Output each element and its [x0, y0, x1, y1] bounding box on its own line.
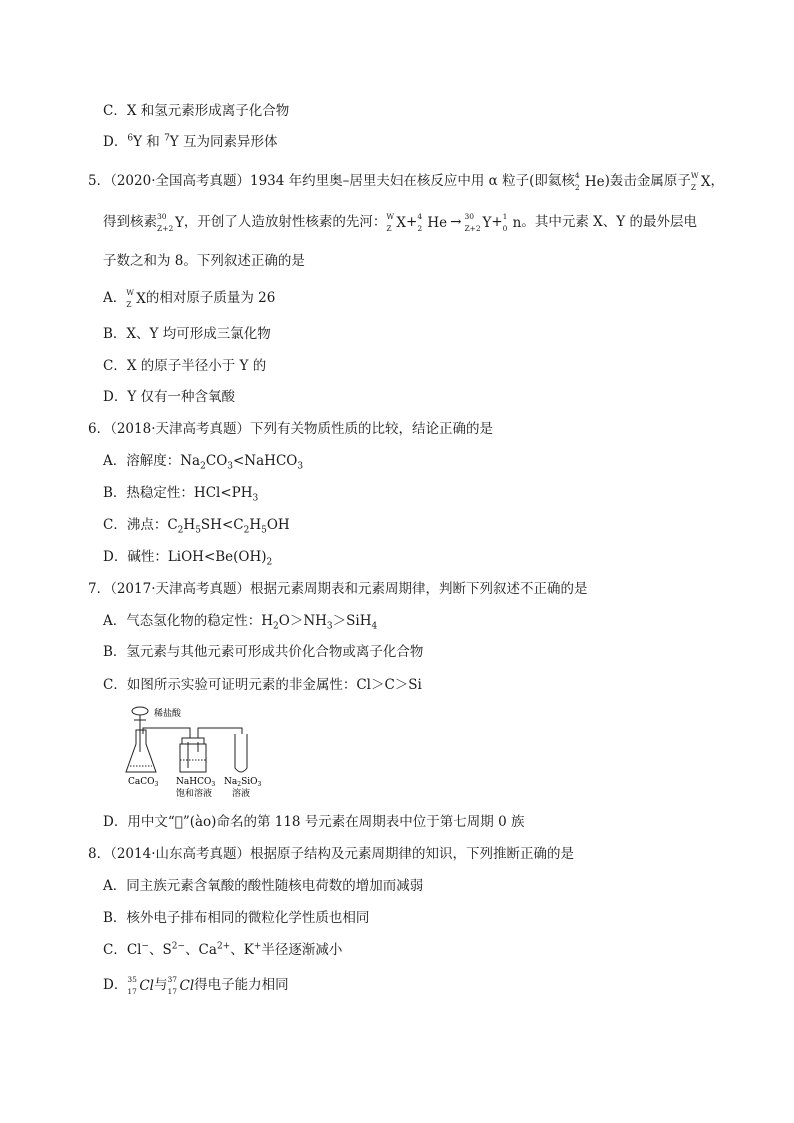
subscript: 2 [177, 525, 184, 536]
q4-option-d [103, 133, 278, 151]
reaction-arrow: → [450, 214, 462, 230]
element-symbol: X [396, 214, 407, 231]
atomic-number: Z+2 [157, 223, 174, 233]
atomic-number: Z+2 [464, 223, 481, 233]
option-text: A．溶解度：Na [103, 453, 201, 469]
q5-option-d: D．Y 仅有一种含氧酸 [103, 389, 236, 405]
atomic-number: Z [386, 223, 392, 233]
option-text: O＞NH [278, 613, 327, 629]
bottle-label: NaHCO$_3$ [176, 777, 216, 788]
charge: − [141, 941, 150, 952]
subscript: 3 [326, 621, 333, 632]
q5-stem-line-2 [103, 213, 697, 232]
option-text: Y 和 [133, 134, 165, 150]
element-symbol: n [512, 214, 522, 231]
chlorine-37-nuclide [167, 974, 195, 996]
stem-text: )轰击金属原子 [604, 173, 691, 189]
charge: 2+ [216, 941, 231, 952]
option-text: CO [205, 453, 228, 469]
atomic-number: 0 [502, 223, 508, 233]
q8-option-c [103, 941, 342, 959]
atomic-number: 2 [417, 223, 423, 233]
q5-stem-line-1 [88, 172, 724, 191]
q8-option-d [103, 976, 289, 995]
x-nuclide [126, 287, 146, 309]
test-tube [235, 734, 247, 772]
option-text: H [249, 517, 262, 533]
q8-option-a: A．同主族元素含氧酸的酸性随核电荷数的增加而减弱 [103, 878, 424, 894]
neutron [502, 211, 522, 233]
x-nuclide [690, 170, 711, 192]
subscript: 2 [200, 461, 206, 472]
charge: 2− [171, 941, 186, 952]
option-text: C．沸点：C [103, 517, 178, 533]
subscript: 5 [261, 525, 267, 536]
element-symbol: He [427, 214, 448, 231]
mass-number: W [386, 211, 395, 221]
q7-option-b: B．氢元素与其他元素可形成共价化合物或离子化合物 [103, 644, 424, 660]
q6-stem: 6．（2018·天津高考真题）下列有关物质性质的比较，结论正确的是 [88, 421, 493, 437]
mass-number: 7 [164, 133, 170, 144]
q6-option-a [103, 452, 303, 470]
q8-option-b: B．核外电子排布相同的微粒化学性质也相同 [103, 910, 370, 926]
option-letter: D． [103, 977, 128, 993]
option-text: 、Ca [185, 942, 217, 958]
q7-option-c: C．如图所示实验可证明元素的非金属性：Cl＞C＞Si [103, 677, 422, 693]
stem-text: 得到核素 [103, 214, 157, 230]
element-symbol: Y [175, 214, 184, 231]
subscript: 4 [371, 621, 378, 632]
option-text: 、S [149, 942, 172, 958]
option-text: 、K [230, 942, 254, 958]
option-text: <NaHCO [233, 453, 298, 469]
y-nuclide [464, 211, 492, 233]
q7-stem: 7．（2017·天津高考真题）根据元素周期表和元素周期律，判断下列叙述不正确的是 [88, 581, 588, 597]
plus-sign: + [491, 214, 503, 230]
atomic-number: 2 [574, 182, 580, 192]
q7-option-d: D．用中文“ ”(ào)命名的第 118 号元素在周期表中位于第七周期 0 族 [103, 814, 525, 830]
option-text: B．热稳定性：HCl<PH [103, 485, 253, 501]
apparatus-figure [120, 704, 280, 800]
subscript: 2 [266, 557, 273, 568]
mass-number: 4 [417, 211, 423, 221]
q8-stem: 8．（2014·山东高考真题）根据原子结构及元素周期律的知识，下列推断正确的是 [88, 846, 574, 862]
option-letter: D． [103, 134, 128, 150]
chlorine-35-nuclide [127, 974, 154, 996]
atomic-number: Z [690, 182, 697, 192]
stem-text: 。其中元素 X、Y 的最外层电 [521, 214, 697, 230]
q6-option-b [103, 484, 258, 502]
mass-number: W [690, 170, 699, 180]
y-nuclide [157, 211, 184, 233]
option-text: 的相对原子质量为 26 [145, 290, 276, 306]
mass-number: 4 [574, 170, 580, 180]
option-text: 得电子能力相同 [194, 977, 289, 993]
wash-bottle [180, 738, 206, 772]
stem-text: ， [710, 173, 725, 189]
bottle-label-2: 饱和溶液 [176, 789, 213, 799]
element-symbol: Cl [179, 977, 195, 994]
q5-option-c: C．X 的原子半径小于 Y 的 [103, 358, 267, 374]
option-text: H [183, 517, 196, 533]
flask-label: CaCO$_3$ [128, 777, 159, 788]
stem-text: ，开创了人造放射性核素的先河： [183, 214, 387, 230]
helium-nuclide [574, 170, 605, 192]
q5-stem-line-3: 子数之和为 8。下列叙述正确的是 [103, 253, 305, 269]
option-text: A．气态氢化物的稳定性：H [103, 613, 274, 629]
charge: + [253, 941, 262, 952]
tube-label-2: 溶液 [232, 789, 251, 799]
element-symbol: Y [482, 214, 492, 231]
subscript: 2 [243, 525, 250, 536]
helium-nuclide [417, 211, 448, 233]
conical-flask [126, 730, 156, 772]
element-symbol: He [584, 173, 605, 190]
dropping-funnel [132, 707, 148, 730]
q5-option-b: B．X、Y 均可形成三氯化物 [103, 326, 271, 342]
option-text: ＞SiH [332, 613, 372, 629]
option-text: 与 [153, 977, 168, 993]
mass-number: 37 [167, 974, 178, 984]
q5-option-a [103, 289, 275, 308]
mass-number: 35 [127, 974, 137, 984]
mass-number: W [126, 287, 134, 297]
atomic-number: 17 [167, 986, 178, 996]
element-symbol: X [700, 173, 711, 190]
q7-option-a [103, 612, 377, 630]
option-text: SH<C [200, 517, 244, 533]
element-symbol: Cl [139, 977, 154, 994]
mass-number: 30 [464, 211, 474, 221]
subscript: 3 [252, 493, 259, 504]
subscript: 3 [227, 461, 233, 472]
atomic-number: Z [126, 299, 132, 309]
q6-option-d [103, 548, 272, 566]
option-text: OH [266, 517, 290, 533]
plus-sign: + [406, 214, 418, 230]
option-text: 半径逐渐减小 [261, 942, 343, 958]
subscript: 2 [273, 621, 279, 632]
option-text: D．碱性：LiOH<Be(OH) [103, 549, 267, 565]
option-letter: A． [103, 290, 127, 306]
acid-label: 稀盐酸 [154, 709, 182, 719]
subscript: 3 [297, 461, 304, 472]
atomic-number: 17 [127, 986, 137, 996]
mass-number: 1 [502, 211, 508, 221]
mass-number: 6 [127, 133, 134, 144]
element-symbol: X [136, 290, 146, 307]
mass-number: 30 [157, 211, 167, 221]
tube-label: $Na_2SiO_3$ [224, 777, 262, 788]
subscript: 5 [195, 525, 201, 536]
option-text: Y 互为同素异形体 [169, 134, 278, 150]
q6-option-c [103, 516, 290, 534]
q4-option-c: C．X 和氢元素形成离子化合物 [103, 103, 290, 119]
stem-text: 5．（2020·全国高考真题）1934 年约里奥–居里夫妇在核反应中用 α 粒子(即氦核 [88, 173, 575, 189]
x-nuclide [386, 211, 407, 233]
option-text: C．Cl [103, 942, 142, 958]
